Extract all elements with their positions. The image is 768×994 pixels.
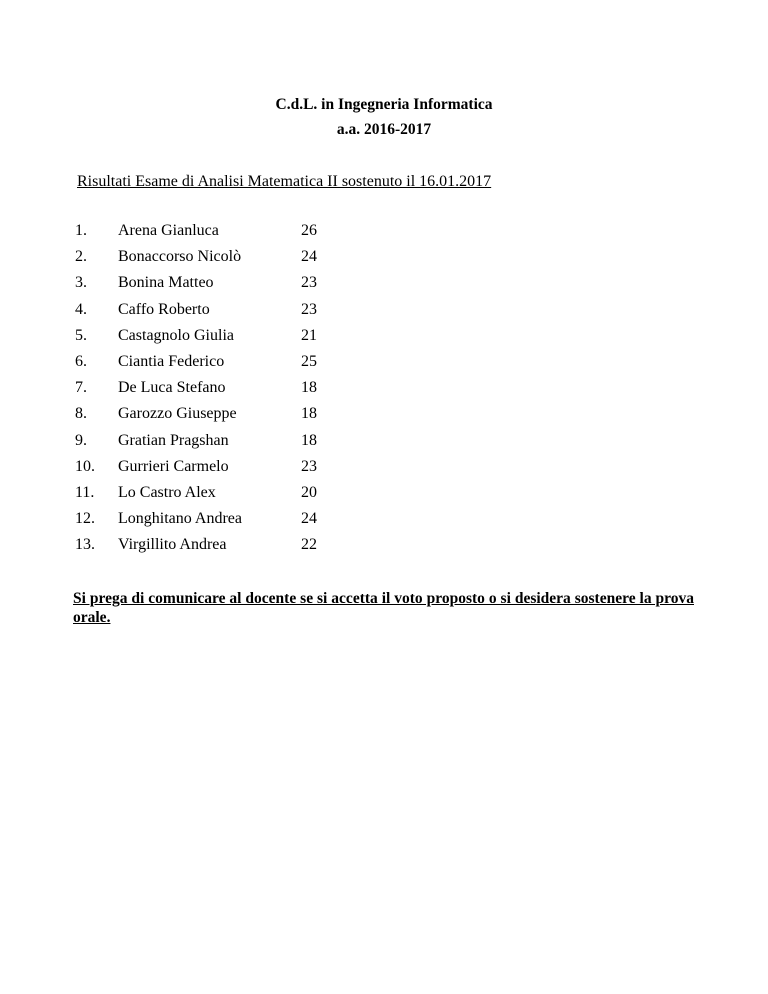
student-grade: 20 (301, 483, 317, 501)
student-grade: 23 (301, 300, 317, 318)
row-number: 12. (75, 510, 95, 528)
student-name: Ciantia Federico (118, 352, 225, 370)
list-item (75, 378, 375, 404)
row-number: 4. (75, 300, 87, 318)
list-item (75, 431, 375, 457)
row-number: 9. (75, 431, 87, 449)
academic-year: a.a. 2016-2017 (336, 121, 432, 138)
list-item (75, 509, 375, 535)
student-name: Bonina Matteo (118, 274, 214, 292)
list-item (75, 535, 375, 561)
list-item (75, 273, 375, 299)
student-name: Arena Gianluca (118, 222, 219, 239)
student-name: Virgillito Andrea (118, 536, 227, 554)
student-name: Caffo Roberto (118, 300, 210, 318)
row-number: 11. (75, 483, 95, 501)
student-grade: 22 (301, 536, 317, 554)
row-number: 6. (75, 352, 87, 370)
student-grade: 25 (301, 352, 317, 370)
student-grade: 18 (301, 431, 317, 449)
student-name: Gratian Pragshan (118, 431, 229, 449)
results-list (75, 221, 375, 561)
student-name: Gurrieri Carmelo (118, 457, 229, 475)
row-number: 5. (75, 326, 87, 344)
student-grade: 21 (301, 326, 317, 344)
list-item (75, 352, 375, 378)
list-item (75, 300, 375, 326)
row-number: 8. (75, 405, 87, 423)
list-item (75, 326, 375, 352)
student-name: Lo Castro Alex (118, 483, 216, 501)
row-number: 13. (75, 536, 95, 554)
exam-results-subtitle: Risultati Esame di Analisi Matematica II sostenuto il 16.01.2017 (77, 173, 492, 190)
student-name: Castagnolo Giulia (118, 326, 234, 344)
list-item (75, 483, 375, 509)
student-grade: 23 (301, 457, 317, 475)
student-grade: 18 (301, 405, 317, 423)
student-grade: 18 (301, 379, 317, 397)
student-grade: 23 (301, 274, 317, 292)
student-grade: 26 (301, 222, 317, 239)
instructions-note: Si prega di comunicare al docente se si accetta il voto proposto o si desidera sostenere la prova orale. (73, 590, 694, 626)
list-item (75, 404, 375, 430)
row-number: 10. (75, 457, 95, 475)
row-number: 1. (75, 222, 87, 239)
row-number: 2. (75, 248, 87, 266)
student-name: Bonaccorso Nicolò (118, 248, 242, 266)
row-number: 3. (75, 274, 87, 292)
row-number: 7. (75, 379, 87, 397)
student-grade: 24 (301, 248, 317, 266)
student-name: Longhitano Andrea (118, 510, 242, 528)
list-item (75, 457, 375, 483)
list-item (75, 221, 375, 247)
course-title: C.d.L. in Ingegneria Informatica (275, 96, 493, 113)
student-name: De Luca Stefano (118, 379, 226, 397)
student-grade: 24 (301, 510, 317, 528)
student-name: Garozzo Giuseppe (118, 405, 237, 423)
list-item (75, 247, 375, 273)
